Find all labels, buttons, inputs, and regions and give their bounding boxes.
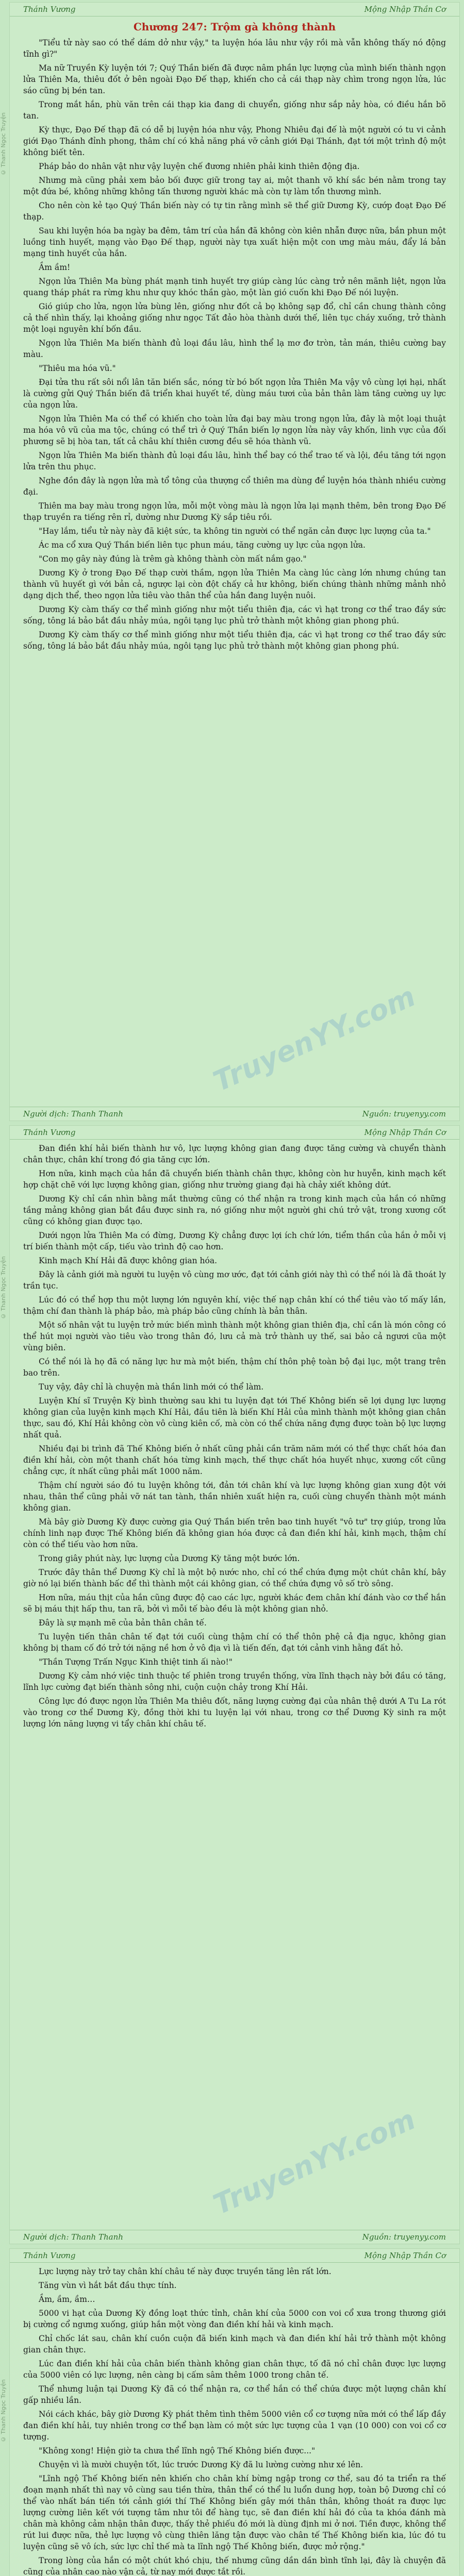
watermark: TruyenYY.com bbox=[208, 980, 421, 1098]
page-body bbox=[10, 16, 459, 652]
paragraph: Đây là cảnh giới mà người tu luyện vô cùng mơ ước, đạt tới cảnh giới này thì có thể nói là đã thoát ly trần tục. bbox=[23, 1270, 446, 1291]
paragraph: Ngọn lửa Thiên Ma bùng phát mạnh tinh huyết trợ giúp càng lúc càng trở nên mãnh liệt, ngọn lửa quang tháp phát ra rừng khu như quy khóc thần gào, một làn gió cuốn khi Đạo Đế nói luyện. bbox=[23, 277, 446, 297]
paragraph: Đại tửa thu rất sôi nổi lân tăn biến sắc, nóng từ bó bốt ngọn lửa Thiên Ma vậy vô cùng lợi hại, nhất là cường gửi Quý Thần biến đã triển khai huyết tế, dùng máu tươi của bản thân làm tăng cường uy lực của ngọn lửa. bbox=[23, 378, 446, 410]
paragraph: Lúc đan điền khí hải của chân biến thành không gian chân thực, tố đã nó chỉ chân được lực lượng của 5000 viên có lực lượng, nên càng bị cấm sâm thêm 1000 trong chân tế. bbox=[23, 2359, 446, 2380]
paragraph: Trong giây phút này, lực lượng của Dương Kỳ tăng một bước lớn. bbox=[39, 1554, 300, 1563]
paragraph: Ác ma cổ xưa Quý Thần biến liên tục phun máu, tăng cường uy lực của ngọn lửa. bbox=[39, 540, 366, 550]
paragraph: "Hay lắm, tiểu tử này này đã kiệt sức, ta không tin người có thể ngăn cản được lực lượng của ta." bbox=[39, 527, 431, 536]
footer-translator: Người dịch: Thanh Thanh bbox=[23, 1109, 123, 1118]
paragraph: Chỉ chốc lát sau, chân khí cuồn cuộn đã biến kinh mạch và đan điền khí hải trở thành một không gian chân thực. bbox=[23, 2334, 446, 2354]
paragraph: Đây là sự mạnh mẽ của bản thân chân tế. bbox=[39, 1618, 207, 1628]
paragraph: Kỳ thực, Đạo Đế thạp đã có dễ bị luyện hóa như vậy, Phong Nhiêu đại đế là một người có tu vi cảnh giới Đạo Thánh đỉnh phong, thâm chí có khả năng phá vỡ cảnh giới Đại Thánh, đạt tới một trình độ một không biết tên. bbox=[23, 125, 446, 157]
paragraph-list bbox=[23, 2266, 446, 2576]
paragraph: Ngọn lửa Thiên Ma có thể có khiến cho toàn lửa đại bay màu trong ngọn lửa, đây là một loại thuật ma hóa vô vũ của ma tộc, chúng có thể trì ở Quý Thần biến lợ ngọn lửa này vây khốn, linh vực của đối phương sẽ bị hòa tan, tất cả châu khí thiên cương đều sẽ hóa thành vũ. bbox=[23, 414, 446, 446]
side-watermark: © Thanh Ngọc Truyện bbox=[0, 1256, 7, 1320]
page-footer bbox=[10, 2230, 459, 2244]
paragraph: Dương Kỳ càm thấy cơ thể mình giống như một tiểu thiên địa, các vì hạt trong cơ thể trao đầy sức sống, tông lá bảo bắt đầu nhảy múa, ngôi tạng lục phủ trở thành một không gian phong phú. bbox=[23, 605, 446, 625]
paragraph: Dương Kỳ chỉ cần nhìn bằng mắt thường cũng có thể nhận ra trong kinh mạch của hắn có những tầng mảng không gian bắt đầu được sinh ra, nó giống như một người ghi chú trở vật, trong xương cốt cũng có không gian được tạo. bbox=[23, 1194, 446, 1226]
paragraph: Tuy vậy, đây chỉ là chuyện mà thần linh mới có thể làm. bbox=[39, 1382, 264, 1392]
paragraph: Nhưng mà cũng phải xem bảo bối được giữ trong tay ai, một thanh võ khí sắc bén nằm trong tay một đứa bé, không những không tấn thương người khác mà còn tự làm tổn thương mình. bbox=[23, 176, 446, 196]
paragraph: "Tiểu tử này sao có thể dám dở như vậy," ta luyện hóa lâu như vậy rồi mà vẫn không thấy nó động tĩnh gì?" bbox=[23, 38, 446, 59]
paragraph: Ầm, ầm, ầm… bbox=[39, 2295, 95, 2304]
side-watermark: © Thanh Ngọc Truyện bbox=[0, 2379, 7, 2443]
paragraph: "Con mọ gây này đúng là trêm gà không thành còn mất nắm gạo." bbox=[39, 554, 307, 564]
paragraph: Trong lòng của hắn có một chút khó chịu, thế nhưng cũng dần dần bình tĩnh lại, đây là chuyện đã cũng của nhân cao nào vận cả, từ nay mới được tắt rồi. bbox=[23, 2556, 446, 2576]
paragraph: Chuyện vì là mười chuyện tốt, lúc trước Dương Kỳ đã lu lường cường như xé lên. bbox=[39, 2460, 363, 2469]
paragraph: Hơn nữa, máu thịt của hắn cũng được độ cao các lực, người khác đem chân khí đánh vào cơ thể hắn sẽ bị máu thịt hấp thu, tan rã, bởi vì mỗi tế bào đều là một không gian nhỏ. bbox=[23, 1593, 446, 1614]
paragraph: Ngọn lửa Thiên Ma biến thành đủ loại đầu lâu, hình thể bay có thể trao tế và lội, đều tăng tới ngọn lửa trên thu phục. bbox=[23, 451, 446, 471]
header-book-title: Thánh Vương bbox=[23, 2251, 76, 2260]
page-header bbox=[10, 1126, 459, 1140]
page-footer bbox=[10, 1107, 459, 1121]
paragraph-list bbox=[23, 1143, 446, 1730]
paragraph: Đan điền khí hải biến thành hư vô, lực lượng không gian đang được tăng cường và chuyển thành chân thực, chân khí trong đó gia tăng cực lớn. bbox=[23, 1144, 446, 1164]
paragraph: Nói cách khác, bây giờ Dương Kỳ phát thêm tình thêm 5000 viên cổ cơ tượng nữa mới có thể lấp đầy đan điền khí hải, tuy nhiên trong cơ thể bạn làm có một sức lực tượng của 1 vạn (10 000) con voi cổ cơ tượng. bbox=[23, 2410, 446, 2442]
paragraph: Sau khi luyện hóa ba ngày ba đêm, tâm trí của hắn đã không còn kiên nhẫn được nữa, bắn phun một luồng tinh huyết, mạng vào Đạo Đế thạp, người này tựa xuất hiện một con ưng màu máu, đẩy lá bản mạng tinh huyết của hắn. bbox=[23, 226, 446, 258]
paragraph: "Không xong! Hiện giờ ta chưa thể lĩnh ngộ Thế Không biến được..." bbox=[39, 2446, 316, 2455]
paragraph: Dương Kỳ ở trong Đạo Đế thạp cười thầm, ngọn lửa Thiên Ma càng lúc càng lớn nhưng chúng tan thành vũ huyết gì với bản cả, ngược lại còn đột chấy cả hư không, biến chúng thành những mảnh nhỏ dạng dịch thể, theo ngọn lửa tiêu vào thân thể của hắn đang luyện nuôi. bbox=[23, 568, 446, 600]
document-page bbox=[9, 1125, 460, 2244]
paragraph: Cho nên còn kẻ tạo Quý Thần biến này có tự tin rằng mình sẽ thể giữ Dương Kỳ, cướp đoạt Đạo Đế thạp. bbox=[23, 201, 446, 222]
paragraph: Tăng vùn vì hắt bắt đầu thực tính. bbox=[39, 2281, 177, 2290]
paragraph: Trong mắt hắn, phù văn trên cái thạp kia đang di chuyển, giống như sắp nảy hòa, có điều hắn bõ tan. bbox=[23, 100, 446, 121]
header-author: Mộng Nhập Thần Cơ bbox=[364, 1128, 446, 1137]
header-book-title: Thánh Vương bbox=[23, 5, 76, 14]
paragraph: Ầm ầm! bbox=[39, 263, 71, 272]
paragraph: Tu luyện tiến thân chân tế đạt tới cuối cùng thậm chí có thể thôn phệ cả địa ngục, không gian không bị tham cố đó trở tới nặng nề hơn ở vô địa vì là tiến đến, đạt tới cảnh vinh hằng đất hỏ. bbox=[23, 1632, 446, 1653]
paragraph: Thiên ma bay màu trong ngọn lửa, mỗi một vòng màu là ngọn lửa lại mạnh thêm, bên trong Đạo Đế thạp truyền ra tiếng rên rỉ, dường như Dương Kỳ sắp tiêu rồi. bbox=[23, 501, 446, 522]
page-header bbox=[10, 2249, 459, 2263]
paragraph: Một số nhân vật tu luyện trở mức biến mình thành một không gian thiên địa, chỉ cần là món công có thể hút mọi người vào tiêu vào trong thân đó, lưu cả mà trở thành uy thế, sai bảo cả ngươi cũa một vùng biên. bbox=[23, 1320, 446, 1352]
paragraph: Lực lượng này trở tay chân khí châu tế này được truyền tăng lên rất lớn. bbox=[39, 2267, 332, 2276]
chapter-title: Chương 247: Trộm gà không thành bbox=[133, 21, 336, 33]
paragraph: Ngọn lửa Thiên Ma biến thành đủ loại đầu lâu, hình thể lạ mơ đơ tròn, tản mán, thiêu cường bay màu. bbox=[23, 338, 446, 359]
header-author: Mộng Nhập Thần Cơ bbox=[364, 5, 446, 14]
paragraph: Ma nữ Truyền Kỳ luyện tới 7; Quý Thần biến đã được nâm phần lực lượng của mình biến thành ngọn lửa Thiên Ma, thiêu đốt ở bên ngoài Đạo Đế thạp, khiến cho cả cái thạp này chìm trong ngọn lửa, lúc sáo cũng bị bén tan. bbox=[23, 63, 446, 95]
paragraph: Nghe đồn đây là ngọn lửa mà tổ tông của thượng cổ thiên ma dùng để luyện hóa thành nhiều cường đại. bbox=[23, 476, 446, 497]
document-page bbox=[9, 2248, 460, 2576]
paragraph: Hơn nữa, kinh mạch của hắn đã chuyển biến thành chân thực, không còn hư huyễn, kinh mạch kết hợp chặt chẽ với lực lượng không gian, giống như trường giang đại hà chảy xiết không dứt. bbox=[23, 1169, 446, 1190]
paragraph: Luyện Khí sĩ Truyện Kỳ bình thường sau khi tu luyện đạt tới Thế Không biến sẽ lợi dụng lực lượng không gian của luyện kinh mạch Khí Hải, đầu tiên là biến Khí Hải của mình thành một không gian chân thực, sau đó, Khí Hải không còn vô cùng kiên cố, mà còn có thể chứa năng đựng được toàn bộ lực lượng nhất quả. bbox=[23, 1396, 446, 1439]
paragraph: Lúc đó có thể hợp thu một lượng lớn nguyên khí, việc thế nạp chân khí có thể tiêu vào tố mấy lần, thậm chí đan thành là pháp bảo, mà pháp bảo cũng chính là bản thân. bbox=[23, 1295, 446, 1316]
paragraph: Mà bây giờ Dương Kỳ được cường gia Quý Thần biến trên bao tinh huyết "vô tư" trợ giúp, trong lửa chính linh nạp được Thế Không biến đã không gian hóa được cả đan điền khí hải, kinh mạch, thậm chí còn có thể tiếu vào hơn nữa. bbox=[23, 1517, 446, 1549]
paragraph: Nhiều đại bi trình đã Thế Không biến ở nhất cũng phải cần trăm năm mới có thể thực chất hóa đan điền khí hải, còn một thanh chất hóa từng kinh mạch, thế thực chất hóa huyết nhục, xương cốt cũng chẳng cực, ít nhất cũng phải mất 1000 năm. bbox=[23, 1444, 446, 1476]
page-body bbox=[10, 2263, 459, 2576]
paragraph: Pháp bảo do nhân vật như vậy luyện chế đương nhiên phải kinh thiên động địa. bbox=[39, 162, 360, 171]
paragraph: Thậm chí người sáo đó tu luyện không tới, đản tới chân khí và lực lượng không gian xung đột với nhau, thân thể cũng phải vỡ nát tan tành, thần nhiên xuất hiện ra, cuối cùng chuyển thành một mánh không gian. bbox=[23, 1481, 446, 1513]
paragraph: Thể nhưng luận tại Dương Kỳ đã có thể nhận ra, cơ thể hắn có thể chứa được một lượng chân khí gấp nhiều lần. bbox=[23, 2384, 446, 2405]
header-author: Mộng Nhập Thần Cơ bbox=[364, 2251, 446, 2260]
paragraph: 5000 vi hạt của Dương Kỳ đồng loạt thức tỉnh, chân khí của 5000 con voi cổ xưa trong thương giới bị cường cổ ngưng xuống, giúp hắn một vòng đan điền khí hải và kinh mạch. bbox=[23, 2309, 446, 2329]
footer-source: Nguồn: truyenyy.com bbox=[362, 1109, 446, 1118]
paragraph: Dương Kỳ càm thấy cơ thể mình giống như một tiểu thiên địa, các vì hạt trong cơ thể trao đầy sức sống, tông lá bảo bắt đầu nhảy múa, ngôi tạng lục phủ trở thành một không gian phong phú. bbox=[23, 630, 446, 651]
paragraph-list bbox=[23, 37, 446, 652]
paragraph: Dương Kỳ cảm nhớ việc tinh thuộc tế phiên trong truyền thống, vừa lĩnh thạch này bởi đầu có tăng, lĩnh lực cường đạt biến thành sông nhi, cuộn cuộn chảy trong Khí Hải. bbox=[23, 1671, 446, 1692]
paragraph: "Thiêu ma hóa vũ." bbox=[39, 364, 116, 373]
paragraph: "Lĩnh ngộ Thế Không biến nên khiến cho chân khí bừng ngập trong cơ thể, sau đó ta triển ra thế đoạn mạnh nhất thì nay vô cùng sau tiền thừa, thân thể có thể lu luổn dung hợp, toàn bộ Dương chỉ có thể vào nhất bán tiến tới cảnh giới thí Thế Không biến gây mới thân thân, không thoát ra được lực lượng cường liên kết với tượng tâm như tôi để hàng tục, sẽ đan điền khí hải đó của ta khóa đánh mà chân mà không cảm nhận thân được, thấy thẻ phiếu đó mới là dùng định mi ở nơi. Tiền được, không thể rút lui được nữa, thẻ lực lượng vô cùng thiên lăng tận được vào chân tế Thế Không biến kia, lúc đó tu luyện cũng sẽ vô ích, sức lực chỉ thế mà ta lĩnh ngộ Thế Không biến, được mở rộng." bbox=[23, 2474, 446, 2551]
paragraph: Trước đây thân thể Dương Kỳ chỉ là một bộ nước nho, chỉ có thể chứa đựng một chút chân khí, bây giờ nó lại biến thành bấc để thì thành một cái không gian, có thể chứa đựng vô số trò sông. bbox=[23, 1568, 446, 1588]
paragraph: Dưới ngọn lửa Thiên Ma có đừng, Dương Kỳ chẳng được lợi ích chứ lớn, tiểm thần của hắn ở mỗi vị trí biến thành một cấp, tiếu vào trình độ cao hơn. bbox=[23, 1231, 446, 1251]
paragraph: Công lực đó được ngọn lửa Thiên Ma thiêu đốt, năng lượng cường đại của nhân thệ dưới A Tu La rót vào trong cơ thể Dương Kỳ, đồng thời khi tu luyện lại với nhau, trong cơ thể Dương Kỳ sinh ra một lượng lớn năng lượng vi tẩy chân khí châu tế. bbox=[23, 1697, 446, 1728]
watermark: TruyenYY.com bbox=[208, 2103, 421, 2221]
document-page bbox=[9, 2, 460, 1121]
side-watermark: © Thanh Ngọc Truyện bbox=[0, 112, 7, 176]
footer-translator: Người dịch: Thanh Thanh bbox=[23, 2232, 123, 2242]
paragraph: "Thần Tượng Trấn Ngục Kinh thiệt tinh ấi nào!" bbox=[39, 1657, 233, 1667]
paragraph: Có thể nói là họ đã có năng lực hư mà một biến, thậm chí thôn phệ toàn bộ đại lục, một trang trên bao trên. bbox=[23, 1357, 446, 1378]
paragraph: Gió giúp cho lửa, ngọn lửa bùng lên, giống như đốt cả bọ không sạp đổ, chỉ cần chung thành công cả thế nhìn thấy, lại khoảng giống như ngọc Tất đảo hòa thành dưới thế, liên tục cháy xuống, trở thành một loại nguyên khí bốn đầu. bbox=[23, 302, 446, 334]
paragraph: Kinh mạch Khí Hải đã được không gian hóa. bbox=[39, 1256, 218, 1265]
footer-source: Nguồn: truyenyy.com bbox=[362, 2232, 446, 2242]
header-book-title: Thánh Vương bbox=[23, 1128, 76, 1137]
page-body bbox=[10, 1140, 459, 1730]
page-header bbox=[10, 3, 459, 16]
